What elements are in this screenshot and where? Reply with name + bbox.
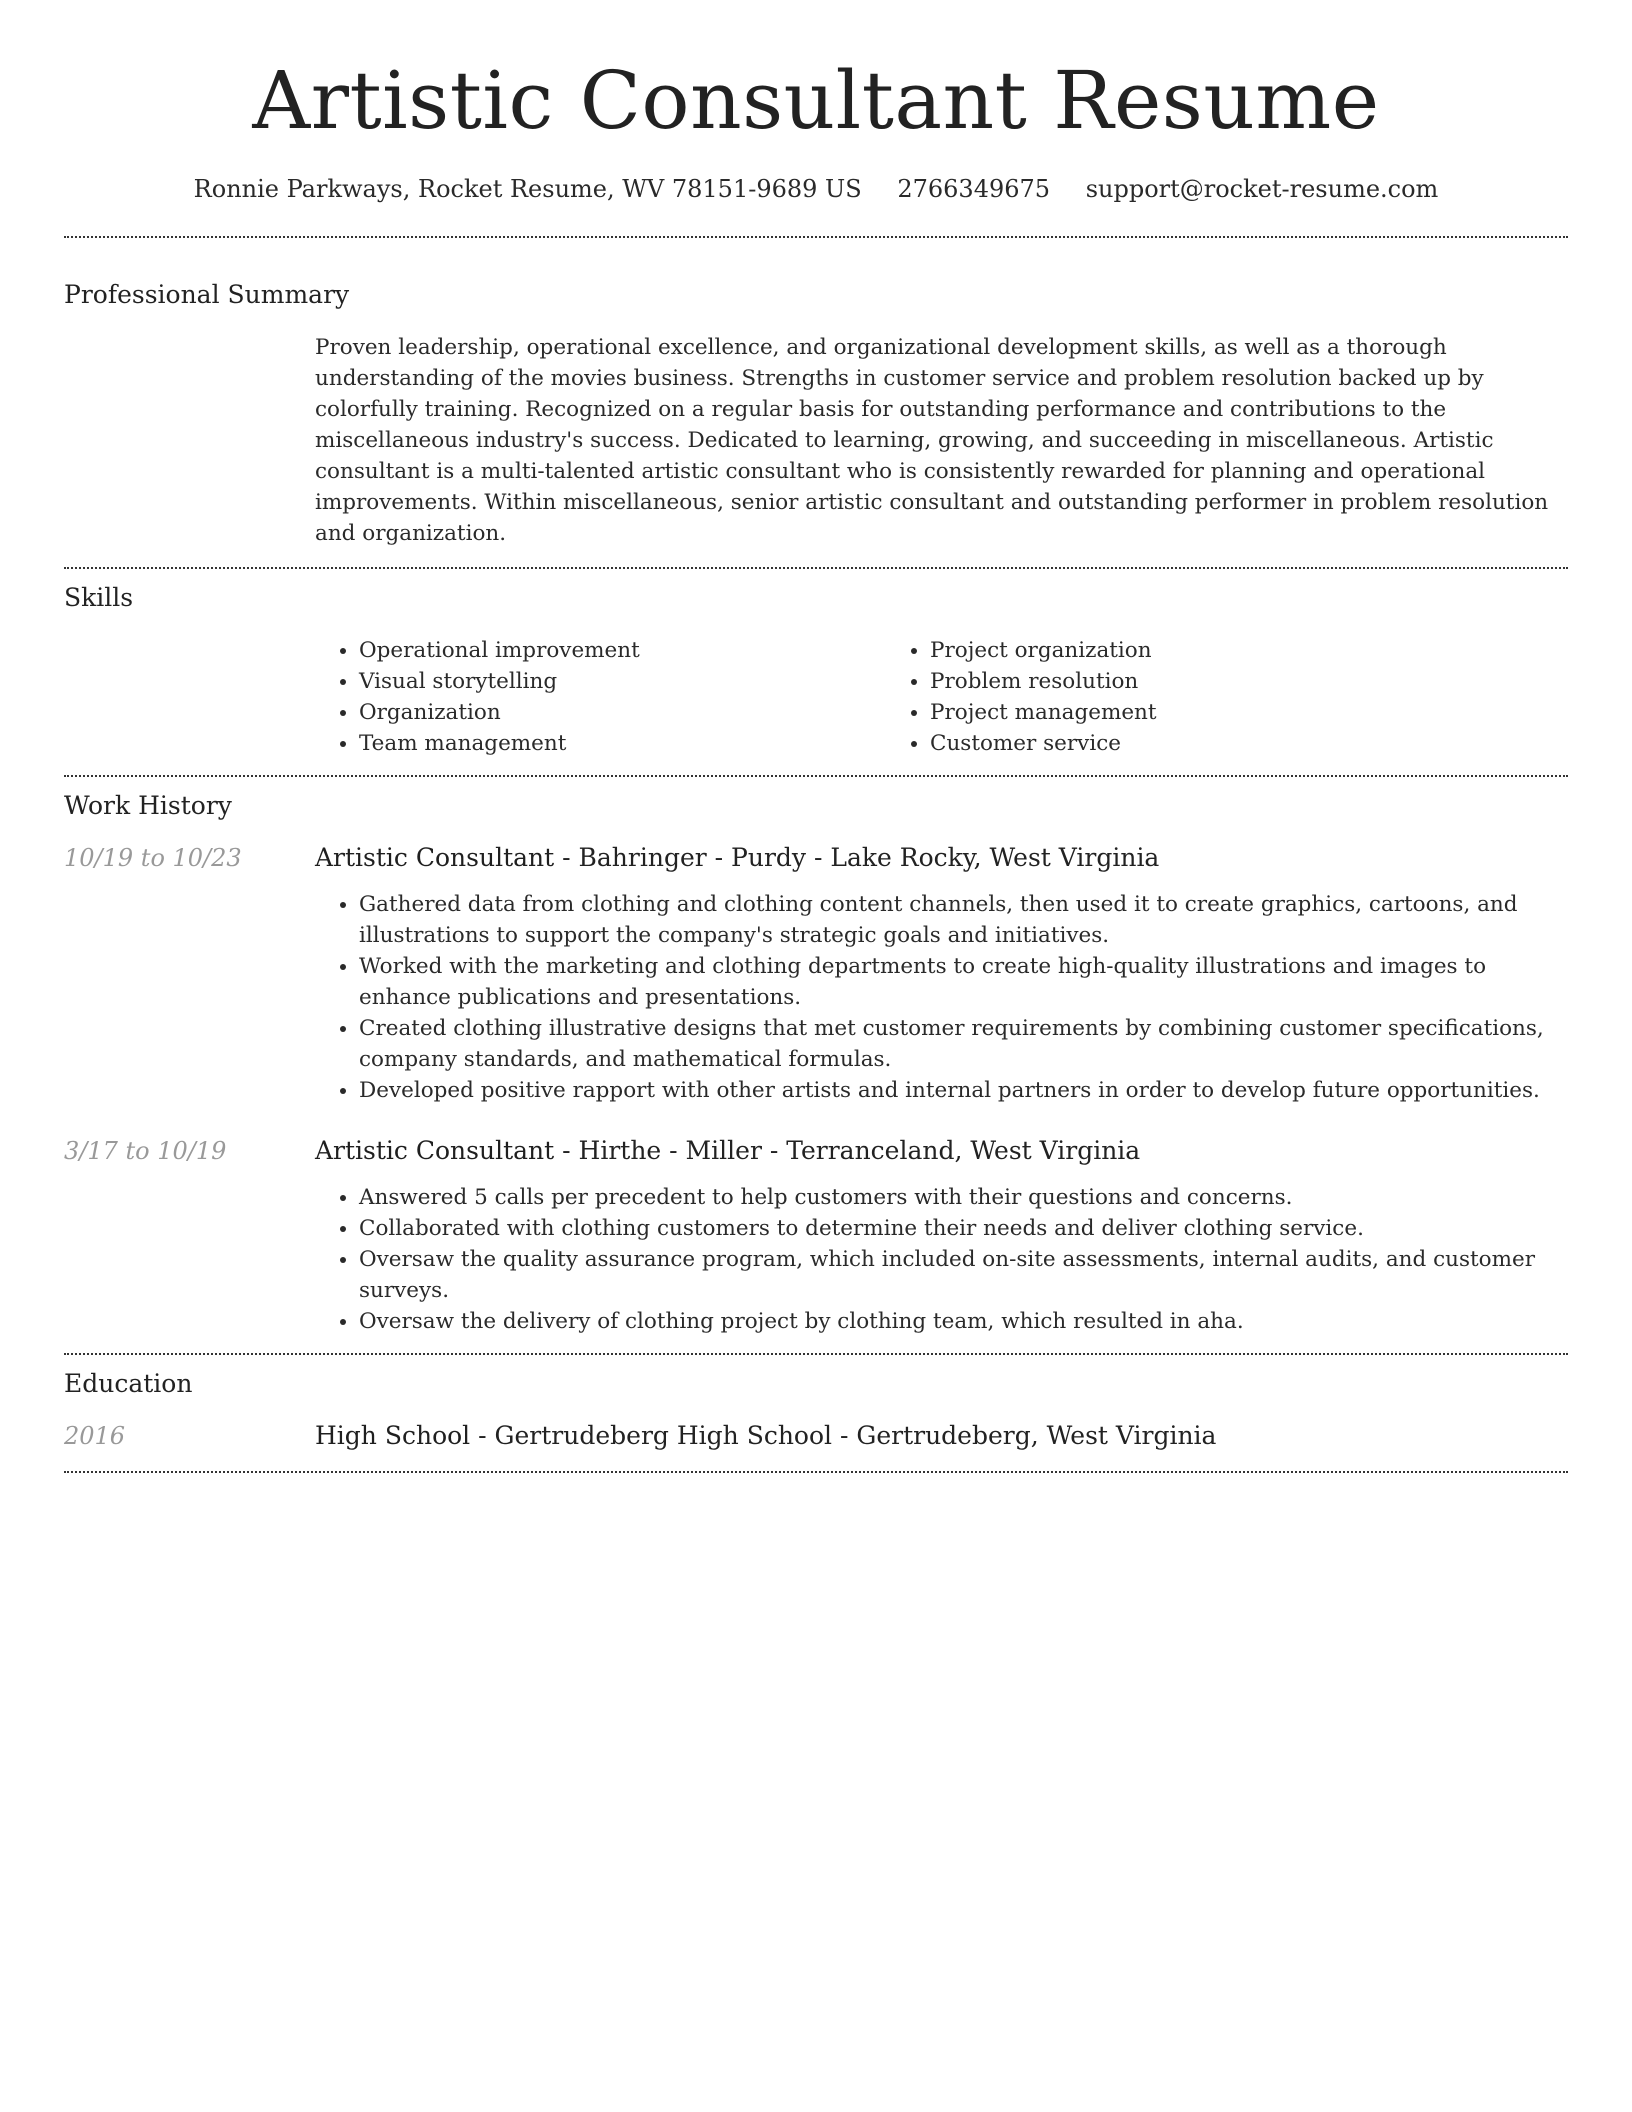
skills-grid (315, 635, 1568, 759)
job-employer: - Hirthe - Miller - Terranceland, West Virginia (554, 1136, 1141, 1165)
job-employer: - Bahringer - Purdy - Lake Rocky, West Virginia (554, 843, 1160, 872)
job-entry (64, 1134, 1568, 1337)
education-section (64, 1355, 1568, 1453)
education-school: - Gertrudeberg High School - Gertrudeberg, West Virginia (470, 1421, 1217, 1450)
divider (64, 1471, 1568, 1473)
resume-title: Artistic Consultant Resume (252, 54, 1380, 147)
skill-item: • Customer service (930, 728, 1457, 759)
contact-line (64, 172, 1568, 206)
skills-list-left (315, 635, 886, 759)
skill-item: • Operational improvement (359, 635, 886, 666)
job-bullet: • Oversaw the quality assurance program, which included on-site assessments, internal audits, and customer surveys. (359, 1244, 1568, 1306)
job-bullets (315, 889, 1568, 1106)
summary-text: Proven leadership, operational excellence, and organizational development skills, as well as a thorough understanding of the movies business. Strengths in customer service and problem resolution backed up by colorfully training. Recognized on a regular basis for outstanding performance and contributions to the miscellaneous industry's success. Dedicated to learning, growing, and succeeding in miscellaneous. Artistic consultant is a multi-talented artistic consultant who is consistently rewarded for planning and operational improvements. Within miscellaneous, senior artistic consultant and outstanding performer in problem resolution and organization. (315, 335, 1549, 546)
job-bullet: • Answered 5 calls per precedent to help customers with their questions and concerns. (359, 1182, 1568, 1213)
work-history-section (64, 777, 1568, 1337)
contact-email: support@rocket-resume.com (1085, 175, 1439, 203)
job-title (315, 1134, 1568, 1168)
job-bullet: • Gathered data from clothing and clothing content channels, then used it to create graphics, cartoons, and illustrations to support the company's strategic goals and initiatives. (359, 889, 1568, 951)
education-date: 2016 (64, 1422, 126, 1450)
education-body (315, 1419, 1568, 1453)
education-title (315, 1419, 1568, 1453)
job-bullet: • Oversaw the delivery of clothing project by clothing team, which resulted in aha. (359, 1306, 1568, 1337)
education-entry (64, 1419, 1568, 1453)
contact-phone: 2766349675 (897, 175, 1051, 203)
skills-heading: Skills (64, 583, 134, 612)
job-role: Artistic Consultant (315, 843, 555, 872)
skill-item: • Project management (930, 697, 1457, 728)
job-bullet: • Created clothing illustrative designs that met customer requirements by combining customer specifications, company standards, and mathematical formulas. (359, 1013, 1568, 1075)
summary-section (64, 238, 1568, 549)
education-degree: High School (315, 1421, 471, 1450)
skill-item: • Organization (359, 697, 886, 728)
contact-address: Ronnie Parkways, Rocket Resume, WV 78151-9689 US (193, 175, 862, 203)
job-date: 10/19 to 10/23 (64, 844, 242, 872)
education-heading: Education (64, 1369, 193, 1398)
job-entry (64, 841, 1568, 1106)
skill-item: • Team management (359, 728, 886, 759)
work-history-heading: Work History (64, 791, 232, 820)
job-date: 3/17 to 10/19 (64, 1137, 227, 1165)
job-title (315, 841, 1568, 875)
skills-section (64, 569, 1568, 759)
skill-item: • Visual storytelling (359, 666, 886, 697)
summary-heading: Professional Summary (64, 280, 350, 309)
job-bullets (315, 1182, 1568, 1337)
skill-item: • Problem resolution (930, 666, 1457, 697)
job-role: Artistic Consultant (315, 1136, 555, 1165)
job-body (315, 1134, 1568, 1337)
job-bullet: • Worked with the marketing and clothing departments to create high-quality illustrations and images to enhance publications and presentations. (359, 951, 1568, 1013)
skills-list-right (886, 635, 1457, 759)
job-bullet: • Collaborated with clothing customers to determine their needs and deliver clothing service. (359, 1213, 1568, 1244)
job-body (315, 841, 1568, 1106)
job-bullet: • Developed positive rapport with other artists and internal partners in order to develop future opportunities. (359, 1075, 1568, 1106)
skill-item: • Project organization (930, 635, 1457, 666)
